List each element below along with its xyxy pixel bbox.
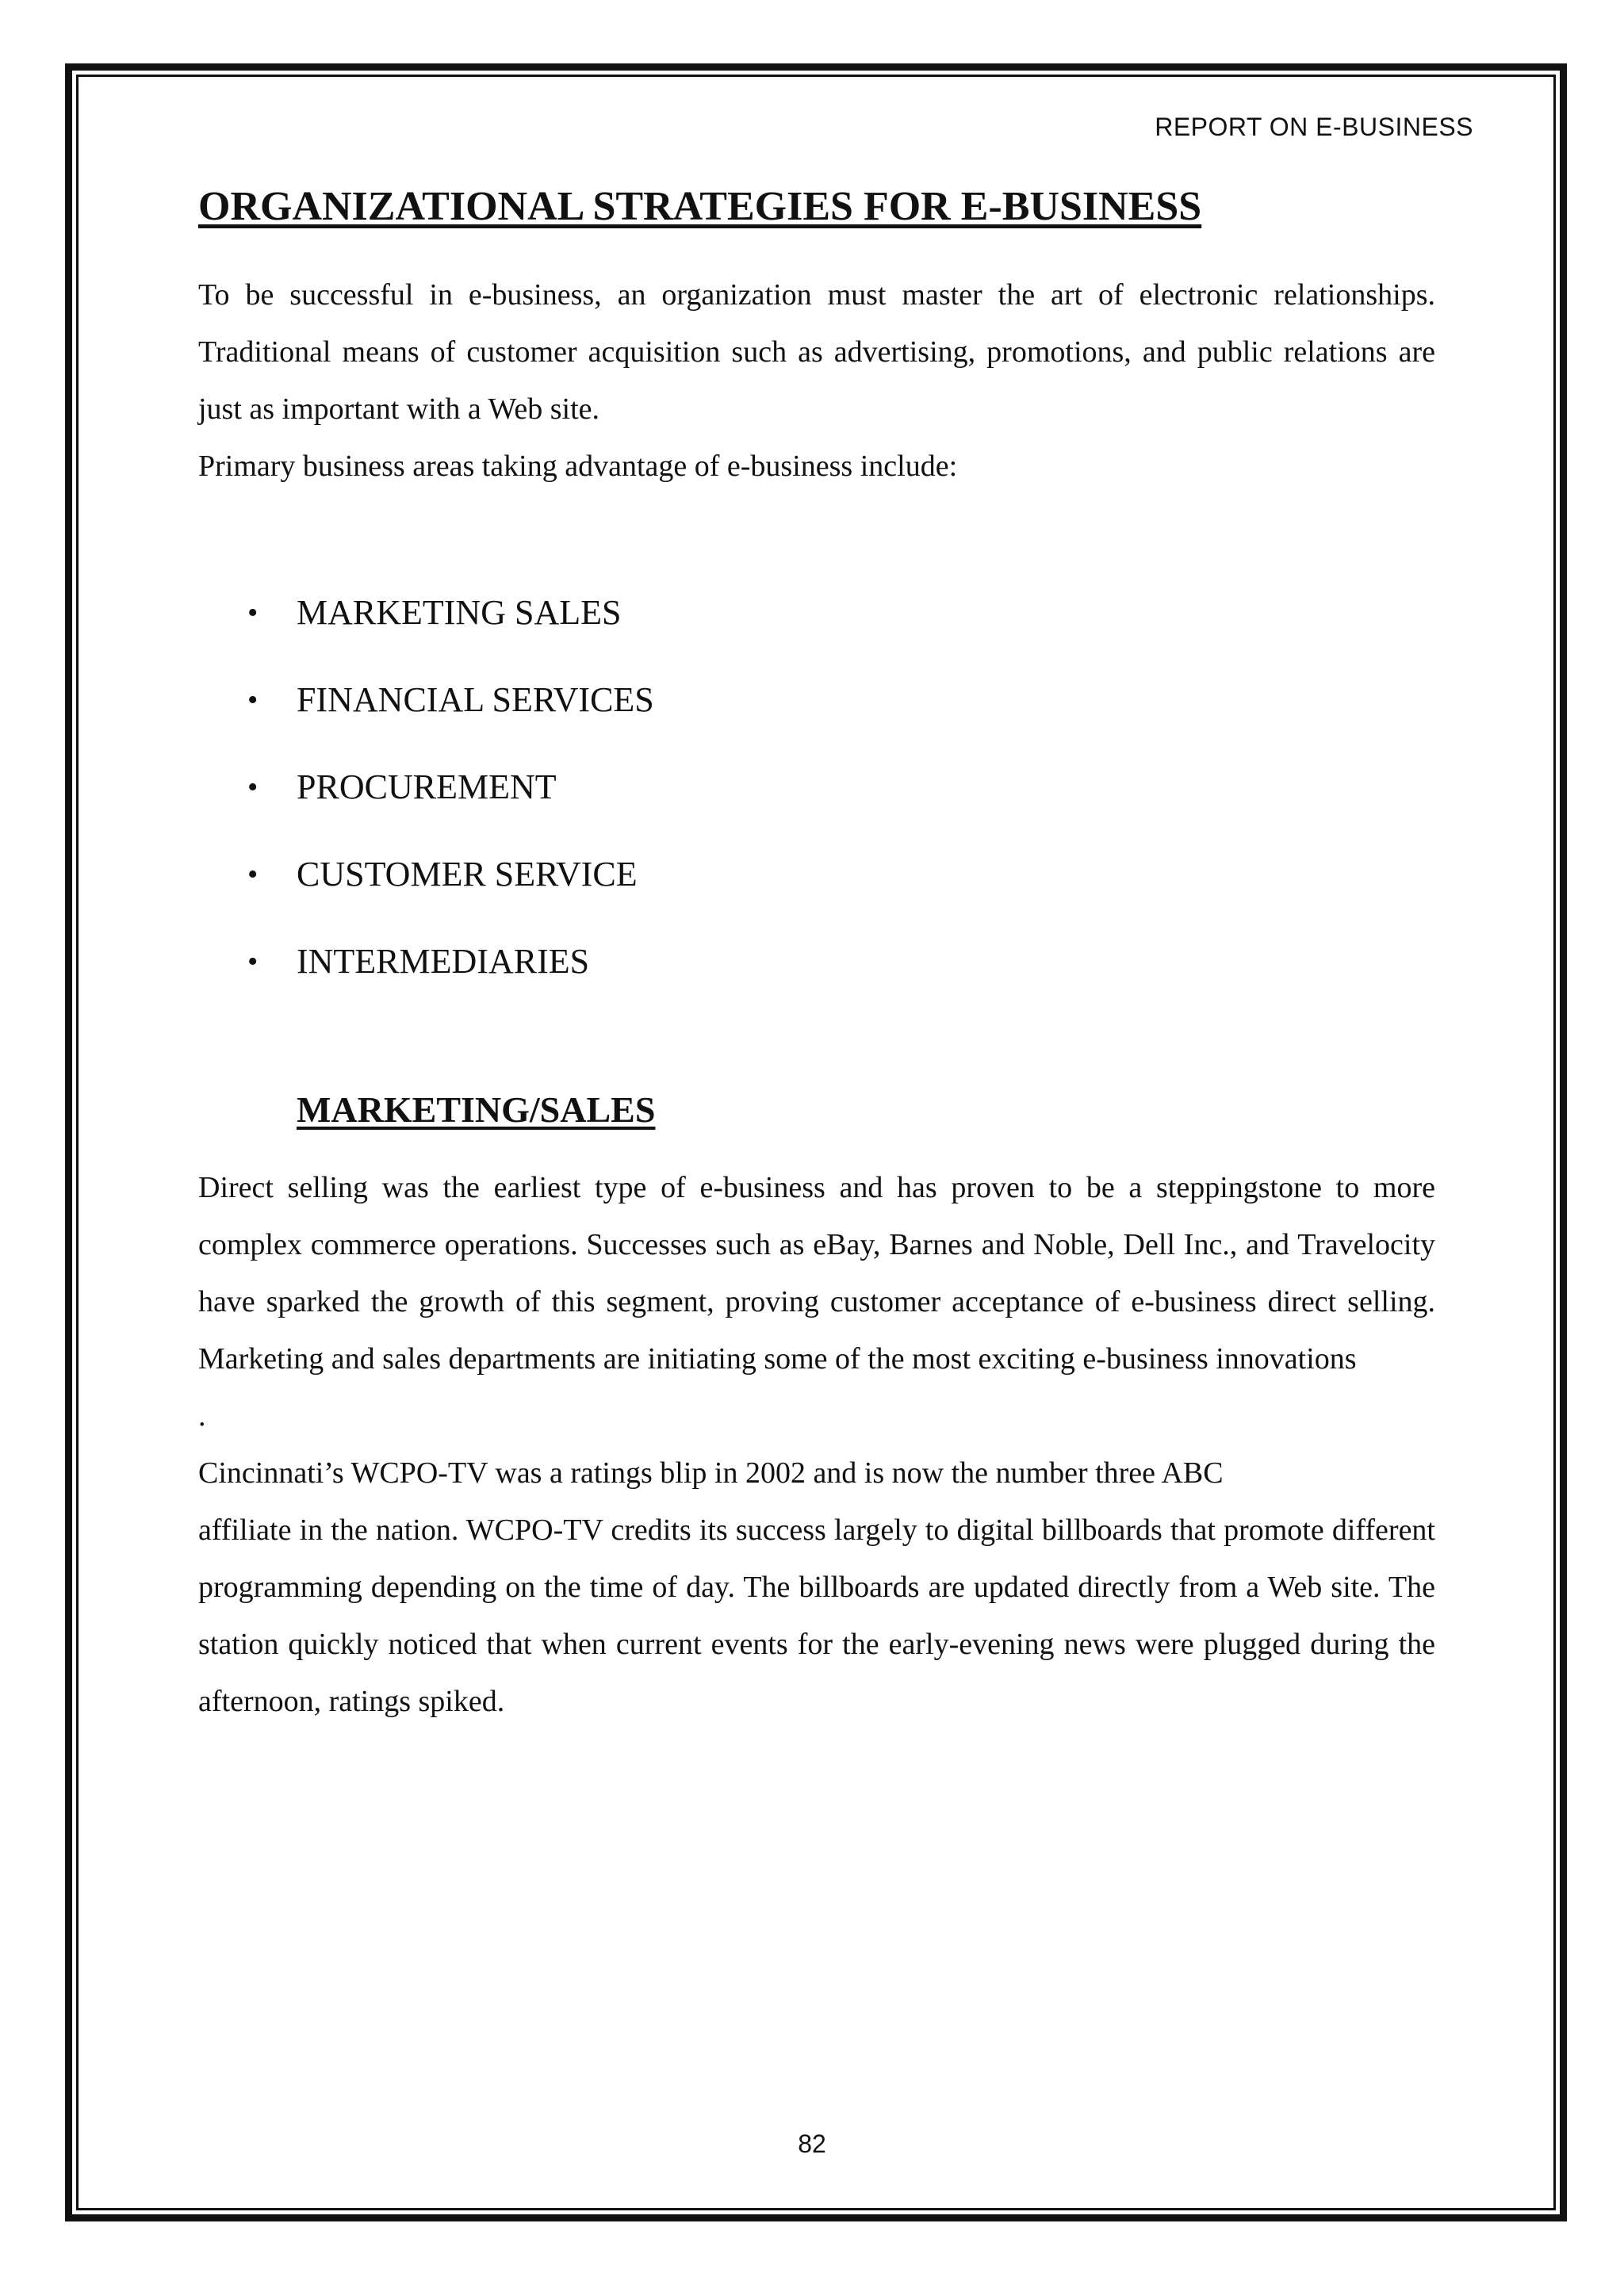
stray-period: .	[198, 1399, 206, 1433]
bullet-icon: •	[247, 858, 259, 892]
list-item-label: PROCUREMENT	[297, 767, 557, 807]
list-item-label: CUSTOMER SERVICE	[297, 855, 638, 894]
list-item	[198, 656, 1435, 744]
list-item-label: INTERMEDIARIES	[297, 942, 590, 982]
running-header: REPORT ON E-BUSINESS	[1155, 113, 1473, 141]
page-title: ORGANIZATIONAL STRATEGIES FOR E-BUSINESS	[198, 184, 1202, 229]
intro-paragraph: To be successful in e-business, an organization must master the art of electronic relationships. Traditional means of customer acquisition such as advertising, promotions, and public relations are just as important with a Web site.	[198, 278, 1435, 427]
bullet-icon: •	[247, 945, 259, 979]
bullet-icon: •	[247, 683, 259, 718]
list-item-label: FINANCIAL SERVICES	[297, 680, 654, 720]
section-paragraph: affiliate in the nation. WCPO-TV credits its success largely to digital billboards that promote different programming depending on the time of day. The billboards are updated directly from a Web site. The station quickly noticed that when current events for the early-evening news were plugged during the afternoon, ratings spiked.	[198, 1513, 1435, 1718]
page-number: 82	[798, 2130, 826, 2158]
bullet-icon: •	[247, 596, 259, 630]
business-areas-list	[198, 569, 1435, 1005]
list-item	[198, 744, 1435, 831]
bullet-icon: •	[247, 771, 259, 805]
list-item	[198, 831, 1435, 918]
list-item	[198, 569, 1435, 656]
list-intro: Primary business areas taking advantage of e-business include:	[198, 450, 958, 484]
section-title: MARKETING/SALES	[297, 1089, 656, 1131]
section-paragraph-first-line: Cincinnati’s WCPO-TV was a ratings blip in 2002 and is now the number three ABC	[198, 1456, 1224, 1490]
section-paragraph: Direct selling was the earliest type of e-business and has proven to be a steppingstone to more complex commerce operations. Successes such as eBay, Barnes and Noble, Dell Inc., and Travelocity have sparked the growth of this segment, proving customer acceptance of e-business direct selling. Marketing and sales departments are initiating some of the most exciting e-business innovations	[198, 1170, 1435, 1376]
list-item-label: MARKETING SALES	[297, 593, 622, 633]
page-content	[198, 182, 1435, 1730]
list-item	[198, 918, 1435, 1005]
